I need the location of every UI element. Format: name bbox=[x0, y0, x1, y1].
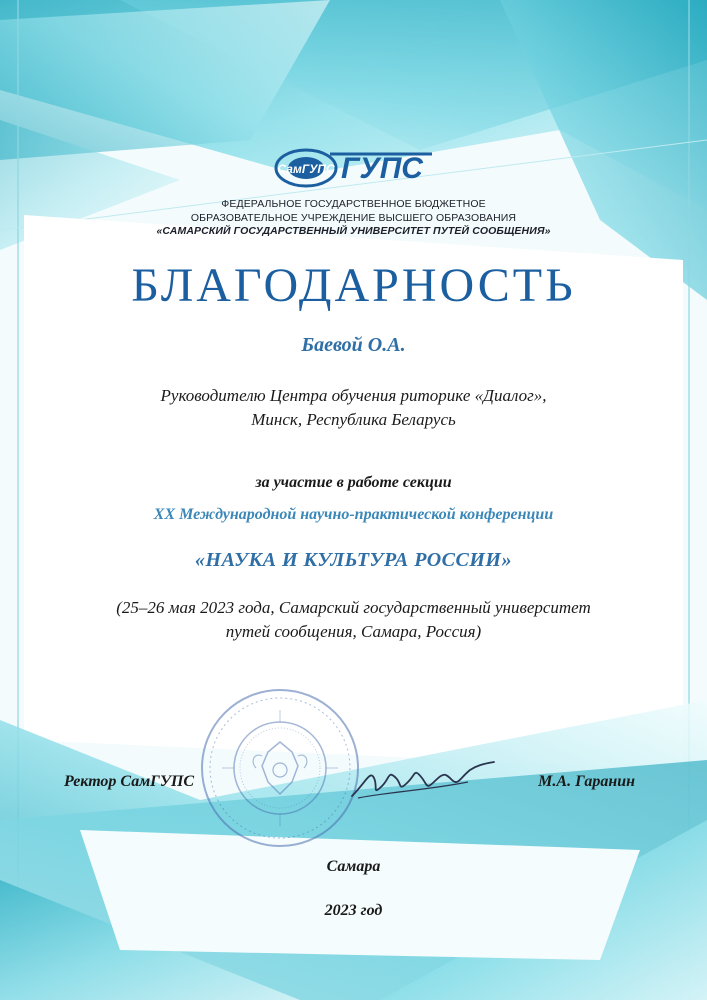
conference-dates-line-1: (25–26 мая 2023 года, Самарский государственный университет bbox=[116, 598, 591, 617]
conference-name: «НАУКА И КУЛЬТУРА РОССИИ» bbox=[195, 549, 512, 571]
signer-name: М.А. Гаранин bbox=[538, 773, 635, 790]
recipient-role-line-2: Минск, Республика Беларусь bbox=[251, 410, 456, 429]
conference-dates bbox=[0, 596, 707, 644]
organization-name bbox=[0, 198, 707, 239]
recipient-role-line-1: Руководителю Центра обучения риторике «Диалог», bbox=[160, 386, 547, 405]
conference-line: XX Международной научно-практической конференции bbox=[153, 506, 554, 523]
organization-line-3: «САМАРСКИЙ ГОСУДАРСТВЕННЫЙ УНИВЕРСИТЕТ ПУТЕЙ СООБЩЕНИЯ» bbox=[156, 225, 551, 237]
organization-line-2: ОБРАЗОВАТЕЛЬНОЕ УЧРЕЖДЕНИЕ ВЫСШЕГО ОБРАЗОВАНИЯ bbox=[190, 211, 517, 224]
reason-text: за участие в работе секции bbox=[255, 474, 452, 491]
svg-text:СамГУПС: СамГУПС bbox=[277, 162, 335, 176]
rector-title: Ректор СамГУПС bbox=[64, 773, 195, 790]
organization-line-1: ФЕДЕРАЛЬНОЕ ГОСУДАРСТВЕННОЕ БЮДЖЕТНОЕ bbox=[221, 198, 486, 210]
issue-city: Самара bbox=[326, 858, 381, 875]
recipient-role bbox=[0, 384, 707, 432]
recipient-name: Баевой О.А. bbox=[301, 334, 406, 356]
samgups-logo bbox=[272, 142, 442, 194]
issue-year: 2023 год bbox=[324, 902, 383, 919]
handwritten-signature-icon bbox=[348, 752, 498, 804]
official-seal-icon bbox=[198, 686, 362, 850]
svg-text:ГУПС: ГУПС bbox=[341, 152, 423, 185]
conference-dates-line-2: путей сообщения, Самара, Россия) bbox=[225, 622, 482, 641]
certificate-title: БЛАГОДАРНОСТЬ bbox=[131, 259, 576, 312]
